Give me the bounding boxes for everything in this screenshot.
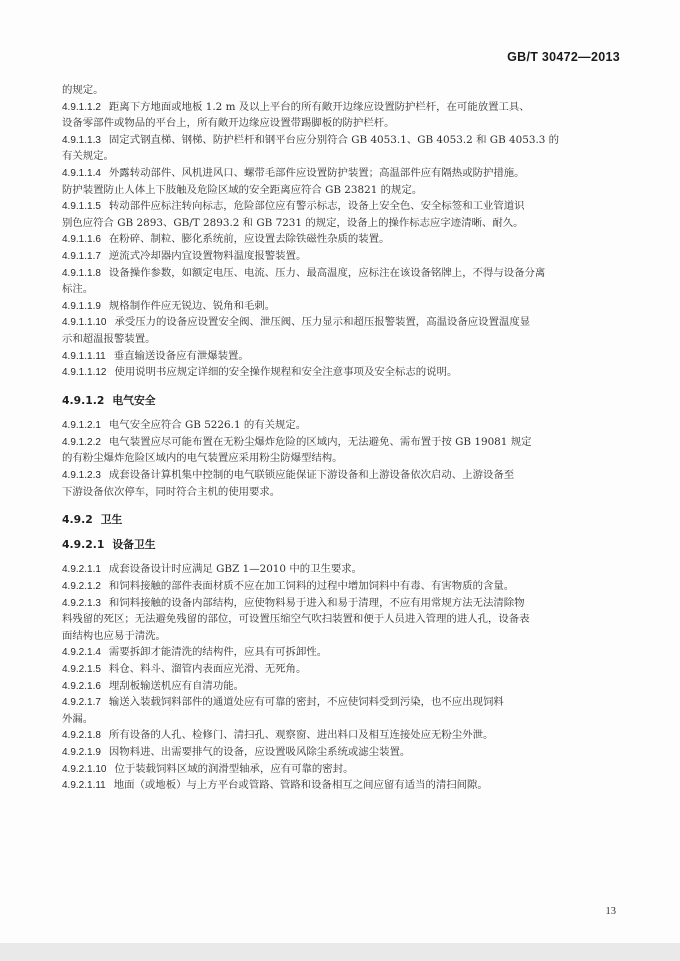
clause-number: 4.9.1.1.9	[62, 300, 101, 312]
text-line	[62, 644, 618, 661]
spacer	[62, 409, 618, 417]
heading-text: 电气安全	[112, 393, 156, 407]
clause-text: 在粉碎、制粒、膨化系统前，应设置去除铁磁性杂质的装置。	[108, 233, 390, 246]
clause-number: 4.9.2.1.3	[62, 597, 101, 609]
clause-text: 使用说明书应规定详细的安全操作规程和安全注意事项及安全标志的说明。	[114, 366, 458, 379]
text-line	[62, 678, 618, 695]
clause-text: 电气安全应符合 GB 5226.1 的有关规定。	[108, 419, 307, 432]
text-line	[62, 215, 618, 232]
heading-text: 卫生	[100, 513, 123, 527]
text-line	[62, 694, 618, 711]
clause-text: 示和超温报警装置。	[62, 332, 156, 345]
spacer	[62, 529, 618, 537]
clause-text: 别色应符合 GB 2893、GB/T 2893.2 和 GB 7231 的规定，设备上的操作标志应字迹清晰、耐久。	[62, 216, 524, 229]
clause-number: 4.9.1.2.1	[62, 420, 101, 432]
clause-text: 成套设备设计时应满足 GBZ 1—2010 中的卫生要求。	[108, 563, 363, 576]
clause-text: 需要拆卸才能清洗的结构件，应具有可拆卸性。	[108, 646, 328, 659]
clause-text: 电气装置应尽可能布置在无粉尘爆炸危险的区域内，无法避免、需布置于按 GB 19081 规定	[108, 435, 532, 448]
clause-text: 承受压力的设备应设置安全阀、泄压阀、压力显示和超压报警装置，高温设备应设置温度显	[114, 316, 531, 329]
text-line	[62, 484, 618, 501]
text-line	[62, 298, 618, 315]
clause-text: 垂直输送设备应有泄爆装置。	[113, 349, 249, 362]
clause-number: 4.9.2.1.6	[62, 680, 101, 692]
text-line	[62, 248, 618, 265]
clause-text: 距离下方地面或地板 1.2 m 及以上平台的所有敞开边缘应设置防护栏杆，在可能放置工具、	[108, 100, 530, 113]
section-heading	[62, 537, 618, 554]
clause-text: 有关规定。	[62, 150, 114, 163]
text-line	[62, 364, 618, 381]
text-line	[62, 182, 618, 199]
text-line	[62, 314, 618, 331]
clause-number: 4.9.1.1.7	[62, 250, 101, 262]
clause-text: 面结构也应易于清洗。	[62, 629, 166, 642]
clause-text: 位于装载饲料区域的润滑型轴承，应有可靠的密封。	[114, 762, 354, 775]
text-line	[62, 467, 618, 484]
text-line	[62, 578, 618, 595]
clause-number: 4.9.1.1.3	[62, 134, 101, 146]
text-line	[62, 561, 618, 578]
text-line	[62, 611, 618, 628]
clause-text: 埋刮板输送机应有自清功能。	[108, 679, 244, 692]
text-line	[62, 661, 618, 678]
clause-text: 规格制作件应无锐边、锐角和毛刺。	[108, 299, 276, 312]
spacer	[62, 553, 618, 561]
clause-number: 4.9.2.1.2	[62, 581, 101, 593]
clause-number: 4.9.2.1.11	[62, 780, 106, 792]
clause-number: 4.9.2.1.8	[62, 730, 101, 742]
text-line	[62, 727, 618, 744]
text-line	[62, 711, 618, 728]
clause-text: 的有粉尘爆炸危险区域内的电气装置应采用粉尘防爆型结构。	[62, 452, 343, 465]
clause-text: 下游设备依次停车，同时符合主机的使用要求。	[62, 485, 281, 498]
text-line	[62, 761, 618, 778]
text-line	[62, 148, 618, 165]
clause-text: 所有设备的人孔、检修门、清扫孔、观察窗、进出料口及相互连接处应无粉尘外泄。	[108, 729, 494, 742]
clause-text: 的规定。	[62, 84, 104, 96]
clause-text: 防护装置防止人体上下肢触及危险区域的安全距离应符合 GB 23821 的规定。	[62, 183, 423, 196]
clause-text: 外漏。	[62, 712, 94, 725]
clause-number: 4.9.1.1.4	[62, 167, 101, 179]
clause-number: 4.9.1.2.2	[62, 436, 101, 448]
text-line	[62, 231, 618, 248]
clause-number: 4.9.1.1.8	[62, 267, 101, 279]
text-line	[62, 417, 618, 434]
spacer	[62, 381, 618, 393]
clause-number: 4.9.2.1.4	[62, 647, 101, 659]
standard-number-header: GB/T 30472—2013	[507, 50, 620, 64]
clause-text: 料仓、料斗、溜管内表面应光滑、无死角。	[108, 663, 307, 675]
clause-number: 4.9.2.1.10	[62, 763, 107, 775]
text-line	[62, 99, 618, 116]
text-line	[62, 265, 618, 282]
page-number: 13	[605, 906, 616, 917]
text-line	[62, 165, 618, 182]
text-line	[62, 132, 618, 149]
text-line	[62, 595, 618, 612]
clause-number: 4.9.2.1.1	[62, 564, 101, 576]
heading-text: 设备卫生	[112, 537, 156, 551]
text-line	[62, 115, 618, 132]
clause-number: 4.9.1.2.3	[62, 470, 101, 482]
clause-text: 因物料进、出需要排气的设备，应设置吸风除尘系统或滤尘装置。	[108, 745, 411, 758]
clause-number: 4.9.2.1	[62, 537, 105, 551]
text-line	[62, 434, 618, 451]
text-line	[62, 281, 618, 298]
clause-number: 4.9.2.1.9	[62, 746, 101, 758]
clause-number: 4.9.1.2	[62, 393, 105, 407]
text-line	[62, 198, 618, 215]
clause-number: 4.9.1.1.11	[62, 350, 106, 362]
clause-text: 设备零部件或物品的平台上，所有敞开边缘应设置带踢脚板的防护栏杆。	[62, 117, 395, 130]
clause-text: 输送入装载饲料部件的通道处应有可靠的密封，不应使饲料受到污染，也不应出现饲料	[108, 696, 504, 709]
text-line	[62, 744, 618, 761]
clause-text: 地面（或地板）与上方平台或管路、管路和设备相互之间应留有适当的清扫间隙。	[113, 779, 488, 792]
text-line	[62, 628, 618, 645]
section-heading	[62, 512, 618, 529]
text-line	[62, 348, 618, 365]
clause-number: 4.9.2	[62, 513, 93, 527]
document-body	[62, 82, 618, 794]
clause-number: 4.9.1.1.12	[62, 367, 107, 379]
bottom-band	[0, 943, 680, 961]
clause-text: 和饲料接触的部件表面材质不应在加工饲料的过程中增加饲料中有毒、有害物质的含量。	[108, 580, 515, 593]
clause-text: 设备操作参数，如额定电压、电流、压力、最高温度，应标注在该设备铭牌上，不得与设备分离	[108, 266, 546, 279]
section-heading	[62, 393, 618, 410]
clause-text: 外露转动部件、风机进风口、螺带毛部件应设置防护装置；高温部件应有隔热或防护措施。	[108, 166, 525, 179]
text-line	[62, 450, 618, 467]
clause-text: 标注。	[62, 283, 94, 296]
text-line	[62, 331, 618, 348]
text-line	[62, 777, 618, 794]
clause-number: 4.9.2.1.5	[62, 664, 101, 675]
clause-text: 转动部件应标注转向标志，危险部位应有警示标志，设备上安全色、安全标签和工业管道识	[108, 200, 525, 213]
clause-number: 4.9.1.1.5	[62, 201, 101, 213]
spacer	[62, 500, 618, 512]
clause-number: 4.9.1.1.10	[62, 317, 107, 329]
clause-number: 4.9.1.1.2	[62, 101, 101, 113]
clause-text: 料残留的死区；无法避免残留的部位，可设置压缩空气吹扫装置和便于人员进入管理的进人孔，设备表	[62, 613, 530, 626]
clause-text: 和饲料接触的设备内部结构，应使物料易于进入和易于清理，不应有用常规方法无法清除物	[108, 596, 525, 609]
clause-text: 成套设备计算机集中控制的电气联锁应能保证下游设备和上游设备依次启动、上游设备至	[108, 469, 515, 482]
text-line	[62, 82, 618, 99]
clause-text: 固定式钢直梯、钢梯、防护栏杆和钢平台应分别符合 GB 4053.1、GB 4053.2 和 GB 4053.3 的	[108, 133, 560, 146]
clause-number: 4.9.2.1.7	[62, 697, 101, 709]
clause-number: 4.9.1.1.6	[62, 234, 101, 246]
clause-text: 逆流式冷却器内宜设置物料温度报警装置。	[108, 249, 307, 262]
